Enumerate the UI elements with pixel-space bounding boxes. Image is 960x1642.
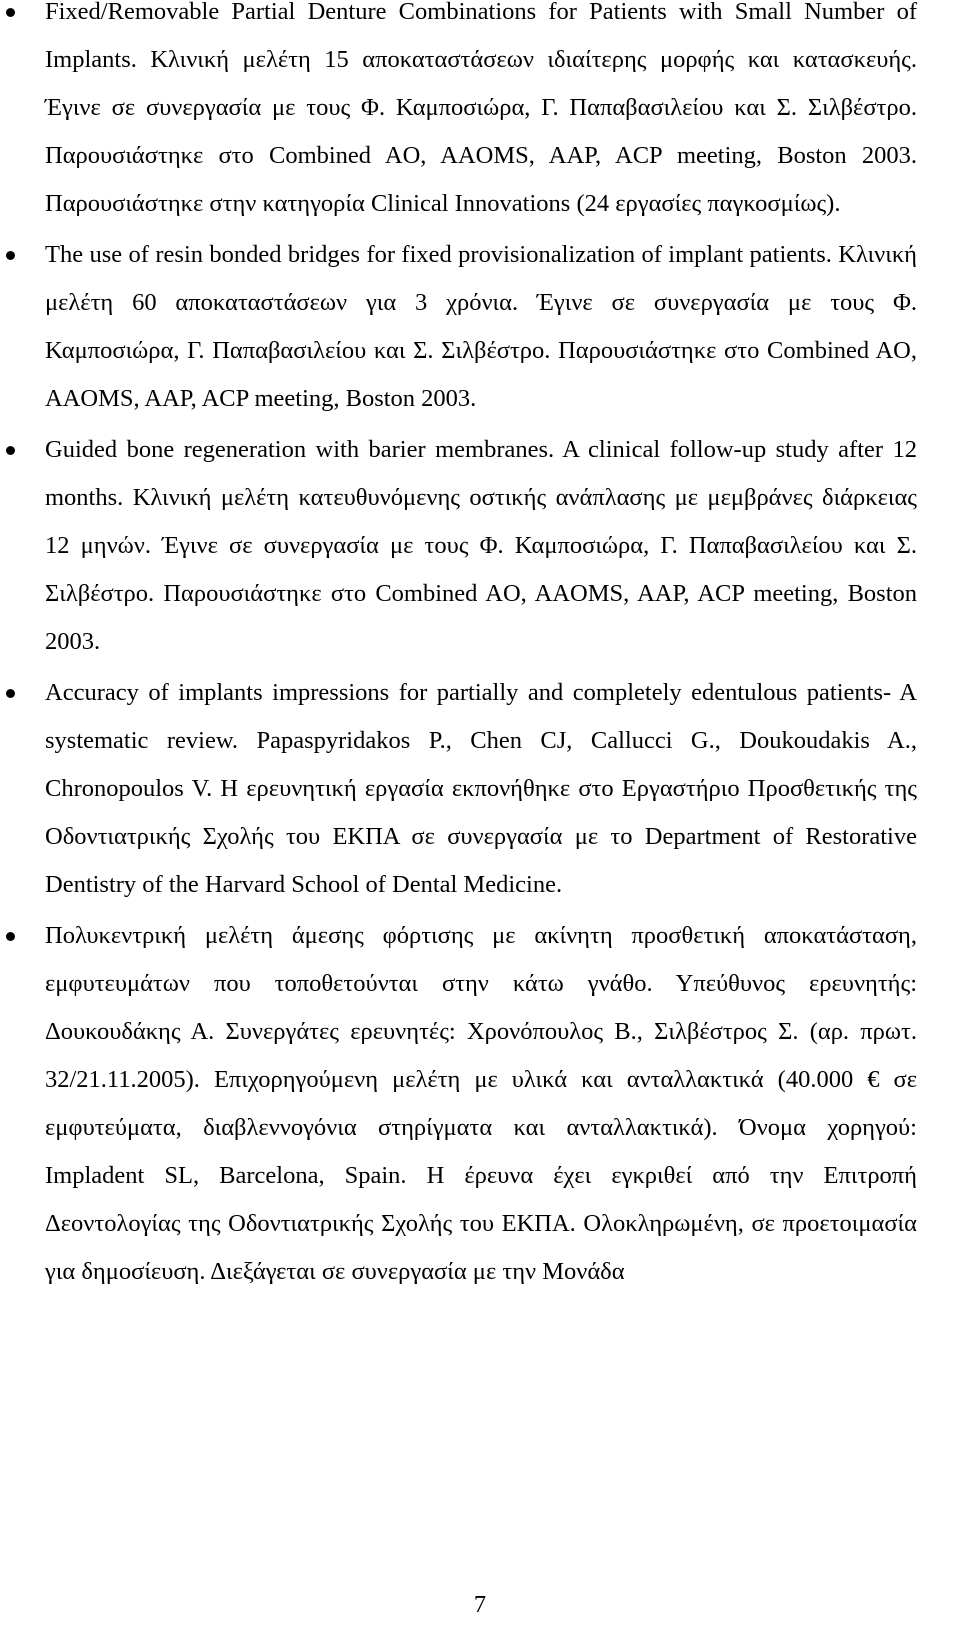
list-item-text: Guided bone regeneration with barier membranes. A clinical follow-up study after 12 months. Κλινική μελέτη κατευθυνόμενης οστικής ανάπλασης με μεμβράνες διάρκειας 12 μηνών. Έγινε σε συνεργασία με τους Φ. Καμποσιώρα, Γ. Παπαβασιλείου και Σ. Σιλβέστρο. Παρουσιάστηκε στο Combined AO, AAOMS, AAP, ACP meeting, Boston 2003. bbox=[45, 436, 917, 655]
bullet-icon bbox=[6, 932, 15, 941]
list-item bbox=[45, 426, 917, 666]
page-number: 7 bbox=[473, 1591, 487, 1618]
bullet-icon bbox=[6, 8, 15, 17]
list-item-text: Accuracy of implants impressions for partially and completely edentulous patients- A systematic review. Papaspyridakos P., Chen CJ, Callucci G., Doukoudakis A., Chronopoulos V. Η ερευνητική εργασία εκπονήθηκε στο Εργαστήριο Προσθετικής της Οδοντιατρικής Σχολής του ΕΚΠΑ σε συνεργασία με το Department of Restorative Dentistry of the Harvard School of Dental Medicine. bbox=[45, 679, 917, 898]
list-item-text: Πολυκεντρική μελέτη άμεσης φόρτισης με ακίνητη προσθετική αποκατάσταση, εμφυτευμάτων που τοποθετούνται στην κάτω γνάθο. Υπεύθυνος ερευνητής: Δουκουδάκης Α. Συνεργάτες ερευνητές: Χρονόπουλος Β., Σιλβέστρος Σ. (αρ. πρωτ. 32/21.11.2005). Επιχορηγούμενη μελέτη με υλικά και ανταλλακτικά (40.000 € σε εμφυτεύματα, διαβλεννογόνια στηρίγματα και ανταλλακτικά). Όνομα χορηγού: Impladent SL, Barcelona, Spain. Η έρευνα έχει εγκριθεί από την Επιτροπή Δεοντολογίας της Οδοντιατρικής Σχολής του ΕΚΠΑ. Ολοκληρωμένη, σε προετοιμασία για δημοσίευση. Διεξάγεται σε συνεργασία με την Μονάδα bbox=[45, 922, 917, 1285]
list-item bbox=[45, 669, 917, 909]
bullet-icon bbox=[6, 689, 15, 698]
list-item bbox=[45, 231, 917, 423]
bullet-icon bbox=[6, 251, 15, 260]
list-item bbox=[45, 0, 917, 228]
research-list bbox=[45, 0, 917, 1299]
bullet-icon bbox=[6, 446, 15, 455]
list-item bbox=[45, 912, 917, 1296]
list-item-text: The use of resin bonded bridges for fixed provisionalization of implant patients. Κλινική μελέτη 60 αποκαταστάσεων για 3 χρόνια. Έγινε σε συνεργασία με τους Φ. Καμποσιώρα, Γ. Παπαβασιλείου και Σ. Σιλβέστρο. Παρουσιάστηκε στο Combined AO, AAOMS, AAP, ACP meeting, Boston 2003. bbox=[45, 241, 917, 412]
list-item-text: Fixed/Removable Partial Denture Combinations for Patients with Small Number of Implants. Κλινική μελέτη 15 αποκαταστάσεων ιδιαίτερης μορφής και κατασκευής. Έγινε σε συνεργασία με τους Φ. Καμποσιώρα, Γ. Παπαβασιλείου και Σ. Σιλβέστρο. Παρουσιάστηκε στο Combined AO, AAOMS, AAP, ACP meeting, Boston 2003. Παρουσιάστηκε στην κατηγορία Clinical Innovations (24 εργασίες παγκοσμίως). bbox=[45, 0, 917, 217]
